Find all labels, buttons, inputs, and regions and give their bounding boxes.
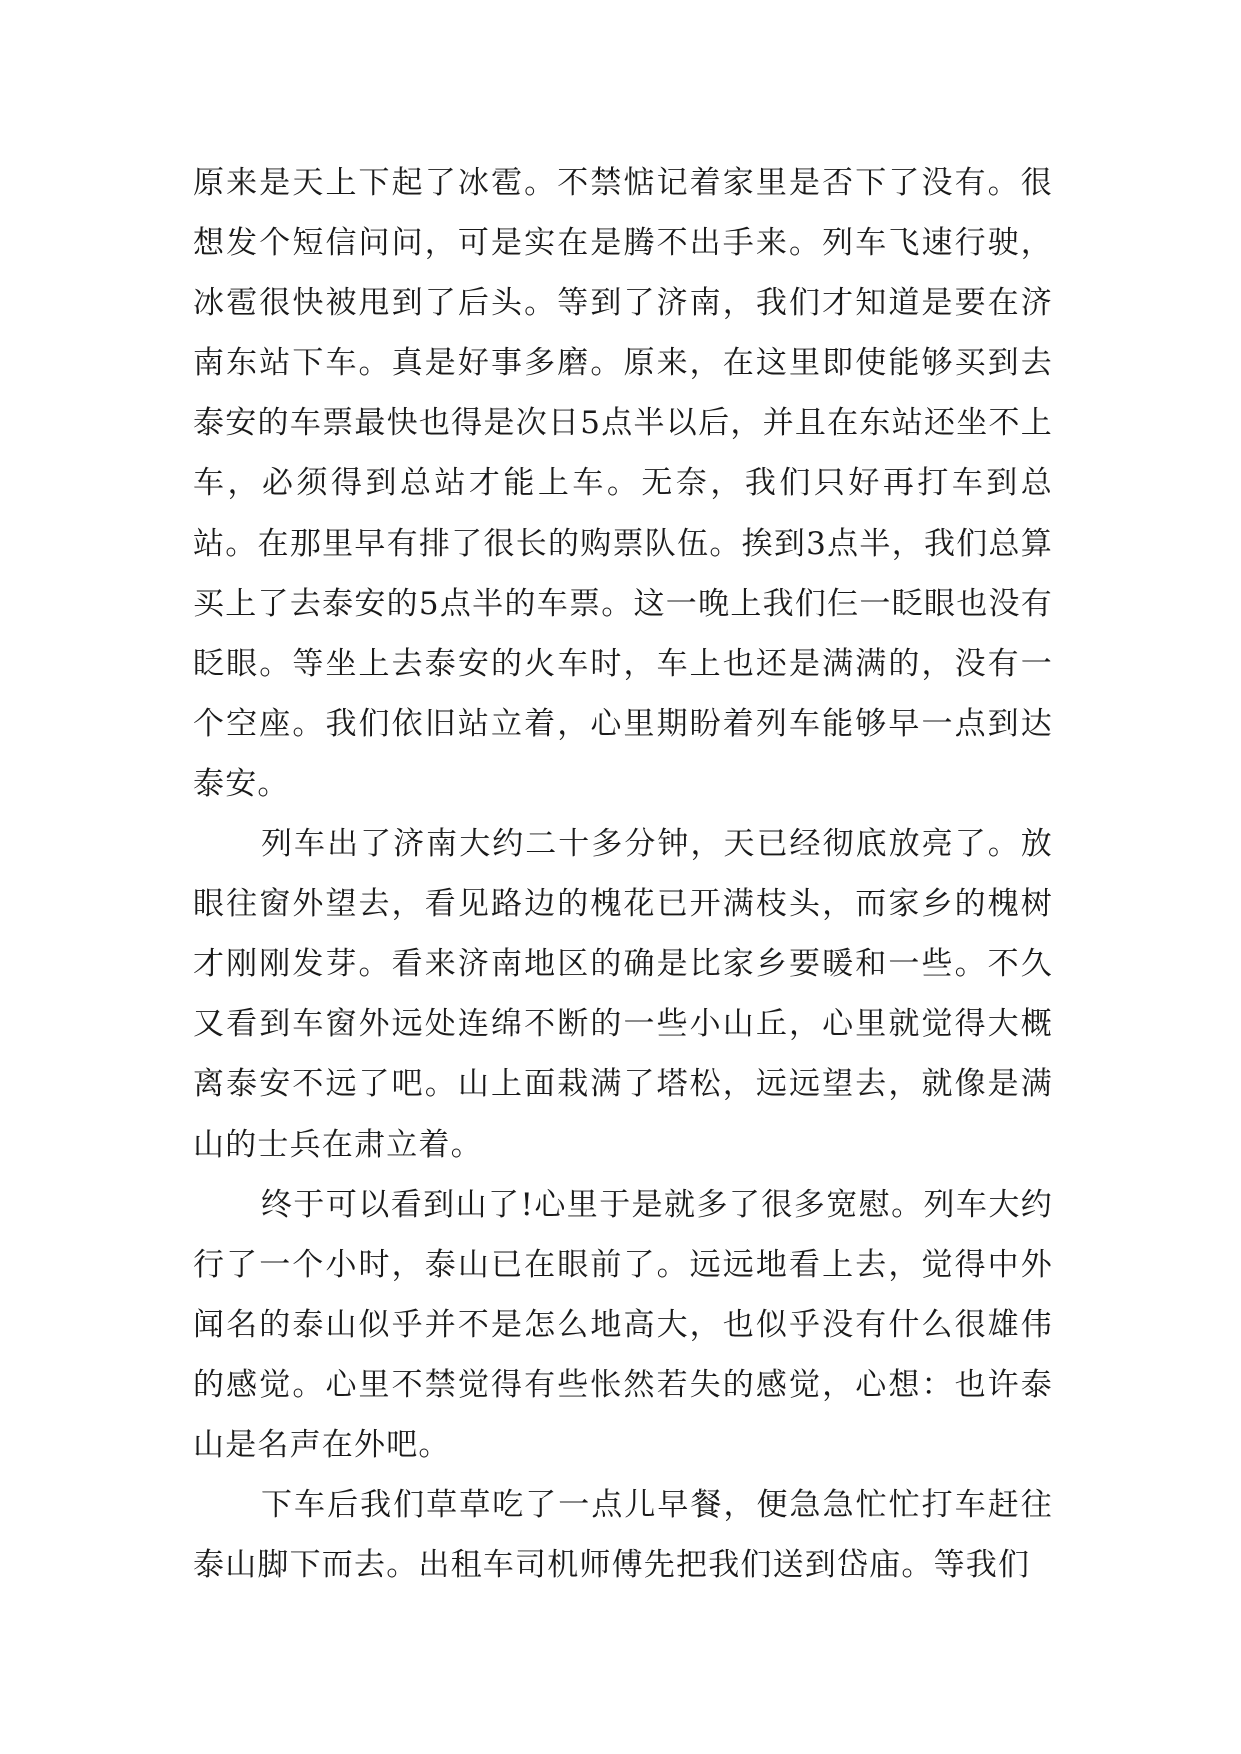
document-page bbox=[193, 153, 1053, 1595]
paragraph-train-view: 列车出了济南大约二十多分钟，天已经彻底放亮了。放眼往窗外望去，看见路边的槐花已开满枝头，而家乡的槐树才刚刚发芽。看来济南地区的确是比家乡要暖和一些。不久又看到车窗外远处连绵不断的一些小山丘，心里就觉得大概离泰安不远了吧。山上面栽满了塔松，远远望去，就像是满山的士兵在肃立着。 bbox=[193, 826, 1053, 1163]
paragraph-seeing-taishan: 终于可以看到山了!心里于是就多了很多宽慰。列车大约行了一个小时，泰山已在眼前了。远远地看上去，觉得中外闻名的泰山似乎并不是怎么地高大，也似乎没有什么很雄伟的感觉。心里不禁觉得有些怅然若失的感觉，心想：也许泰山是名声在外吧。 bbox=[193, 1186, 1053, 1463]
paragraph-hailstorm-jinan: 原来是天上下起了冰雹。不禁惦记着家里是否下了没有。很想发个短信问问，可是实在是腾不出手来。列车飞速行驶，冰雹很快被甩到了后头。等到了济南，我们才知道是要在济南东站下车。真是好事多磨。原来，在这里即使能够买到去泰安的车票最快也得是次日5点半以后，并且在东站还坐不上车，必须得到总站才能上车。无奈，我们只好再打车到总站。在那里早有排了很长的购票队伍。挨到3点半，我们总算买上了去泰安的5点半的车票。这一晚上我们仨一眨眼也没有眨眼。等坐上去泰安的火车时，车上也还是满满的，没有一个空座。我们依旧站立着，心里期盼着列车能够早一点到达泰安。 bbox=[193, 165, 1053, 802]
paragraph-breakfast-taxi: 下车后我们草草吃了一点儿早餐，便急急忙忙打车赶往泰山脚下而去。出租车司机师傅先把我们送到岱庙。等我们 bbox=[193, 1487, 1053, 1584]
